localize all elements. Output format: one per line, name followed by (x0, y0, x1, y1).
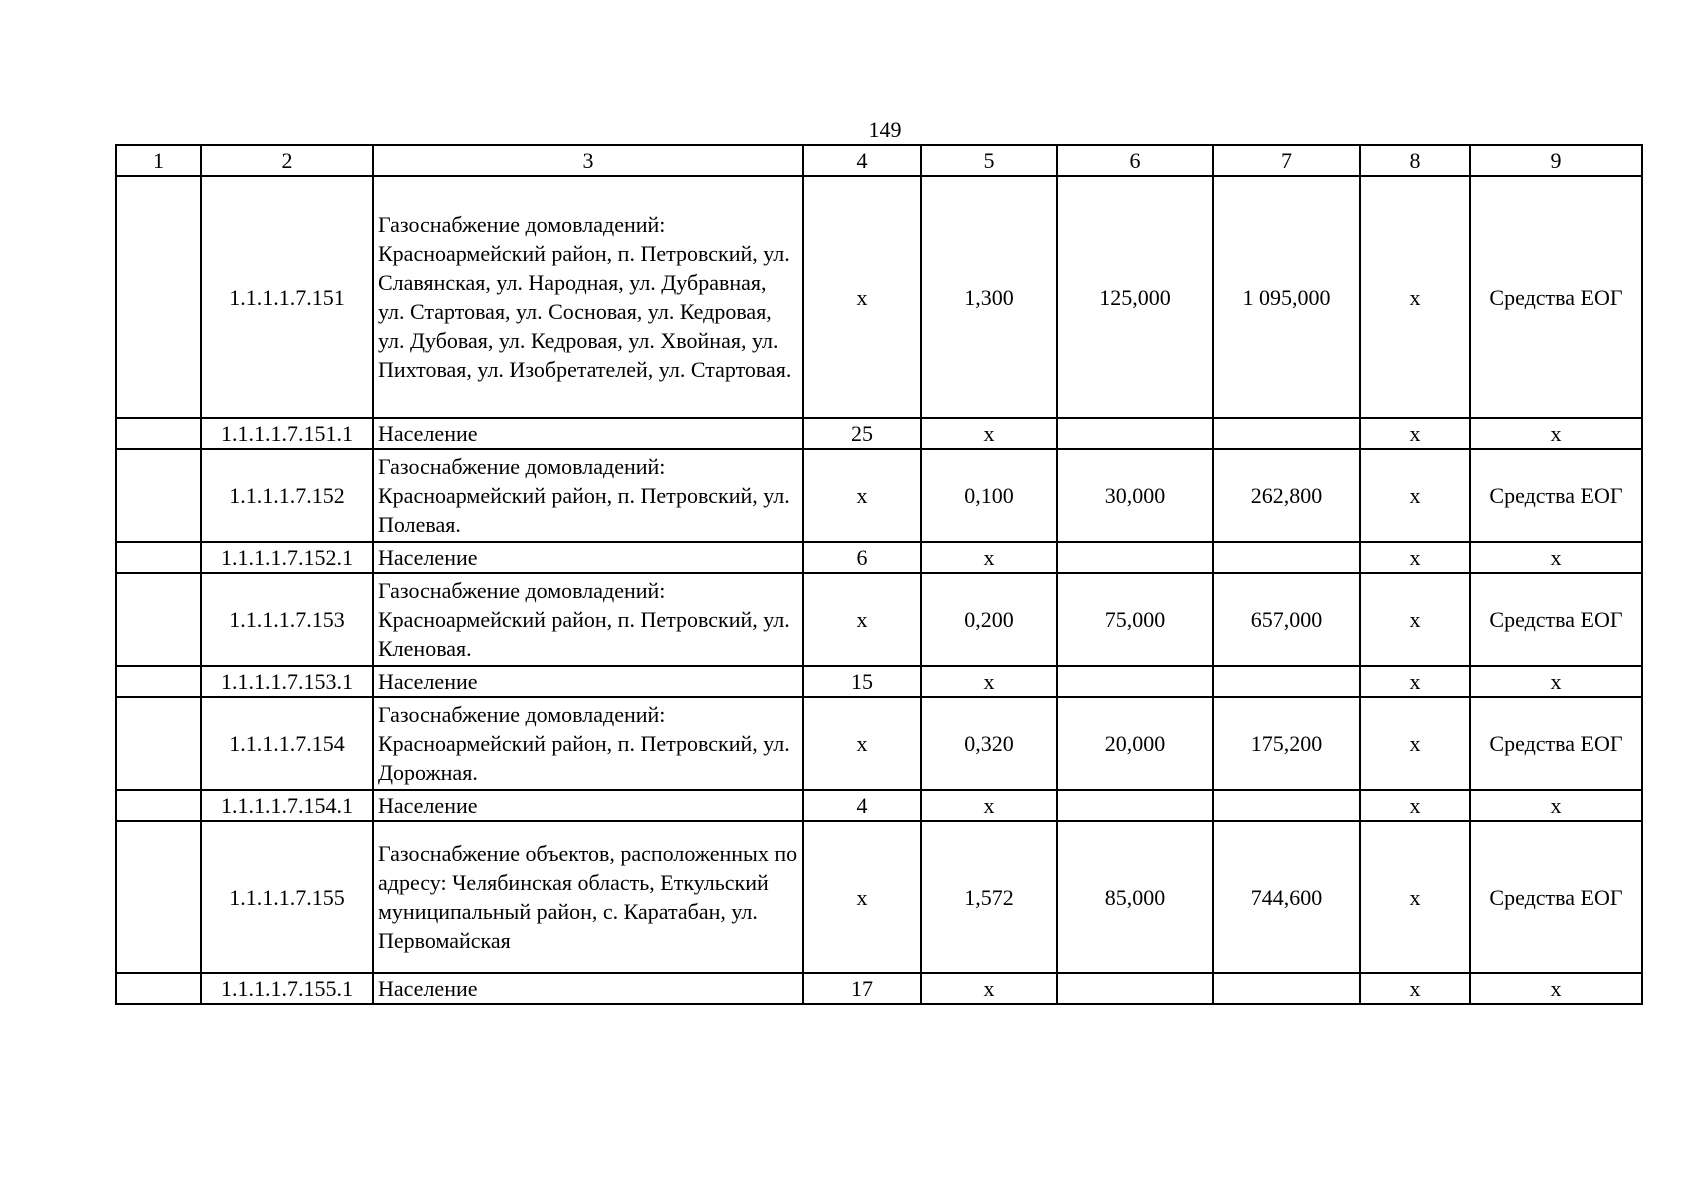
cell-col1 (116, 418, 201, 449)
cell-col1 (116, 176, 201, 418)
cell-col1 (116, 542, 201, 573)
cell-col7 (1213, 542, 1360, 573)
cell-col7 (1213, 418, 1360, 449)
table-row (116, 449, 1642, 542)
cell-col1 (116, 821, 201, 973)
cell-col6 (1057, 973, 1213, 1004)
cell-col8: х (1360, 418, 1470, 449)
cell-item-number: 1.1.1.1.7.154.1 (201, 790, 373, 821)
cell-col6 (1057, 666, 1213, 697)
cell-funding-source: Средства ЕОГ (1470, 449, 1642, 542)
cell-col9: х (1470, 790, 1642, 821)
cell-item-number: 1.1.1.1.7.153.1 (201, 666, 373, 697)
cell-col8: х (1360, 790, 1470, 821)
cell-col4: 4 (803, 790, 921, 821)
cell-col5: 1,572 (921, 821, 1057, 973)
cell-col5: х (921, 418, 1057, 449)
cell-item-number: 1.1.1.1.7.152 (201, 449, 373, 542)
cell-col5: 0,100 (921, 449, 1057, 542)
cell-col6: 30,000 (1057, 449, 1213, 542)
cell-col8: х (1360, 973, 1470, 1004)
cell-col5: 1,300 (921, 176, 1057, 418)
cell-item-number: 1.1.1.1.7.152.1 (201, 542, 373, 573)
cell-col1 (116, 697, 201, 790)
cell-col7: 657,000 (1213, 573, 1360, 666)
table-row (116, 821, 1642, 973)
header-cell: 2 (201, 145, 373, 176)
cell-funding-source: Средства ЕОГ (1470, 821, 1642, 973)
cell-col1 (116, 790, 201, 821)
cell-col6 (1057, 790, 1213, 821)
cell-funding-source: Средства ЕОГ (1470, 573, 1642, 666)
cell-col9: х (1470, 666, 1642, 697)
cell-item-number: 1.1.1.1.7.155.1 (201, 973, 373, 1004)
cell-col4: 25 (803, 418, 921, 449)
cell-col4: 17 (803, 973, 921, 1004)
cell-col4: х (803, 697, 921, 790)
cell-col9: х (1470, 542, 1642, 573)
header-cell: 8 (1360, 145, 1470, 176)
cell-item-number: 1.1.1.1.7.151.1 (201, 418, 373, 449)
cell-col5: х (921, 973, 1057, 1004)
cell-funding-source: Средства ЕОГ (1470, 697, 1642, 790)
cell-col8: х (1360, 573, 1470, 666)
cell-col4: 6 (803, 542, 921, 573)
header-cell: 1 (116, 145, 201, 176)
table-row (116, 697, 1642, 790)
cell-col8: х (1360, 449, 1470, 542)
table-row (116, 176, 1642, 418)
cell-description: Население (373, 542, 803, 573)
cell-funding-source: Средства ЕОГ (1470, 176, 1642, 418)
page-number: 149 (868, 117, 902, 142)
cell-col7 (1213, 790, 1360, 821)
cell-col1 (116, 449, 201, 542)
cell-item-number: 1.1.1.1.7.151 (201, 176, 373, 418)
cell-description: Газоснабжение домовладений: Красноармейский район, п. Петровский, ул. Полевая. (373, 449, 803, 542)
cell-col7: 262,800 (1213, 449, 1360, 542)
table-subrow (116, 418, 1642, 449)
cell-description: Газоснабжение домовладений: Красноармейский район, п. Петровский, ул. Славянская, ул. Народная, ул. Дубравная, ул. Стартовая, ул. Сосновая, ул. Кедровая, ул. Дубовая, ул. Кедровая, ул. Хвойная, ул. Пихтовая, ул. Изобретателей, ул. Стартовая. (373, 176, 803, 418)
header-cell: 5 (921, 145, 1057, 176)
data-table (115, 144, 1643, 1005)
table-row (116, 573, 1642, 666)
table-subrow (116, 666, 1642, 697)
table-subrow (116, 542, 1642, 573)
cell-item-number: 1.1.1.1.7.153 (201, 573, 373, 666)
cell-col7 (1213, 666, 1360, 697)
cell-description: Газоснабжение домовладений: Красноармейский район, п. Петровский, ул. Дорожная. (373, 697, 803, 790)
cell-col5: х (921, 790, 1057, 821)
cell-col9: х (1470, 973, 1642, 1004)
cell-col6 (1057, 418, 1213, 449)
cell-col4: 15 (803, 666, 921, 697)
cell-col5: х (921, 666, 1057, 697)
cell-col6: 75,000 (1057, 573, 1213, 666)
cell-col1 (116, 973, 201, 1004)
cell-col6: 125,000 (1057, 176, 1213, 418)
cell-description: Газоснабжение объектов, расположенных по адресу: Челябинская область, Еткульский муниципальный район, с. Каратабан, ул. Первомайская (373, 821, 803, 973)
cell-col5: 0,200 (921, 573, 1057, 666)
cell-col1 (116, 666, 201, 697)
cell-item-number: 1.1.1.1.7.154 (201, 697, 373, 790)
header-cell: 6 (1057, 145, 1213, 176)
cell-col7 (1213, 973, 1360, 1004)
cell-description: Газоснабжение домовладений: Красноармейский район, п. Петровский, ул. Кленовая. (373, 573, 803, 666)
cell-col8: х (1360, 697, 1470, 790)
cell-col4: х (803, 573, 921, 666)
header-cell: 4 (803, 145, 921, 176)
header-row (116, 145, 1642, 176)
cell-col7: 744,600 (1213, 821, 1360, 973)
cell-col7: 1 095,000 (1213, 176, 1360, 418)
cell-description: Население (373, 973, 803, 1004)
cell-col8: х (1360, 666, 1470, 697)
table-subrow (116, 973, 1642, 1004)
table-subrow (116, 790, 1642, 821)
cell-col8: х (1360, 542, 1470, 573)
cell-col1 (116, 573, 201, 666)
cell-col9: х (1470, 418, 1642, 449)
header-cell: 7 (1213, 145, 1360, 176)
cell-col7: 175,200 (1213, 697, 1360, 790)
cell-item-number: 1.1.1.1.7.155 (201, 821, 373, 973)
cell-col8: х (1360, 176, 1470, 418)
cell-col4: х (803, 449, 921, 542)
cell-col4: х (803, 821, 921, 973)
cell-col6: 20,000 (1057, 697, 1213, 790)
cell-description: Население (373, 790, 803, 821)
cell-col6: 85,000 (1057, 821, 1213, 973)
cell-col6 (1057, 542, 1213, 573)
cell-description: Население (373, 666, 803, 697)
cell-description: Население (373, 418, 803, 449)
cell-col5: 0,320 (921, 697, 1057, 790)
cell-col5: х (921, 542, 1057, 573)
cell-col8: х (1360, 821, 1470, 973)
header-cell: 9 (1470, 145, 1642, 176)
cell-col4: х (803, 176, 921, 418)
header-cell: 3 (373, 145, 803, 176)
table-container (115, 144, 1643, 1005)
